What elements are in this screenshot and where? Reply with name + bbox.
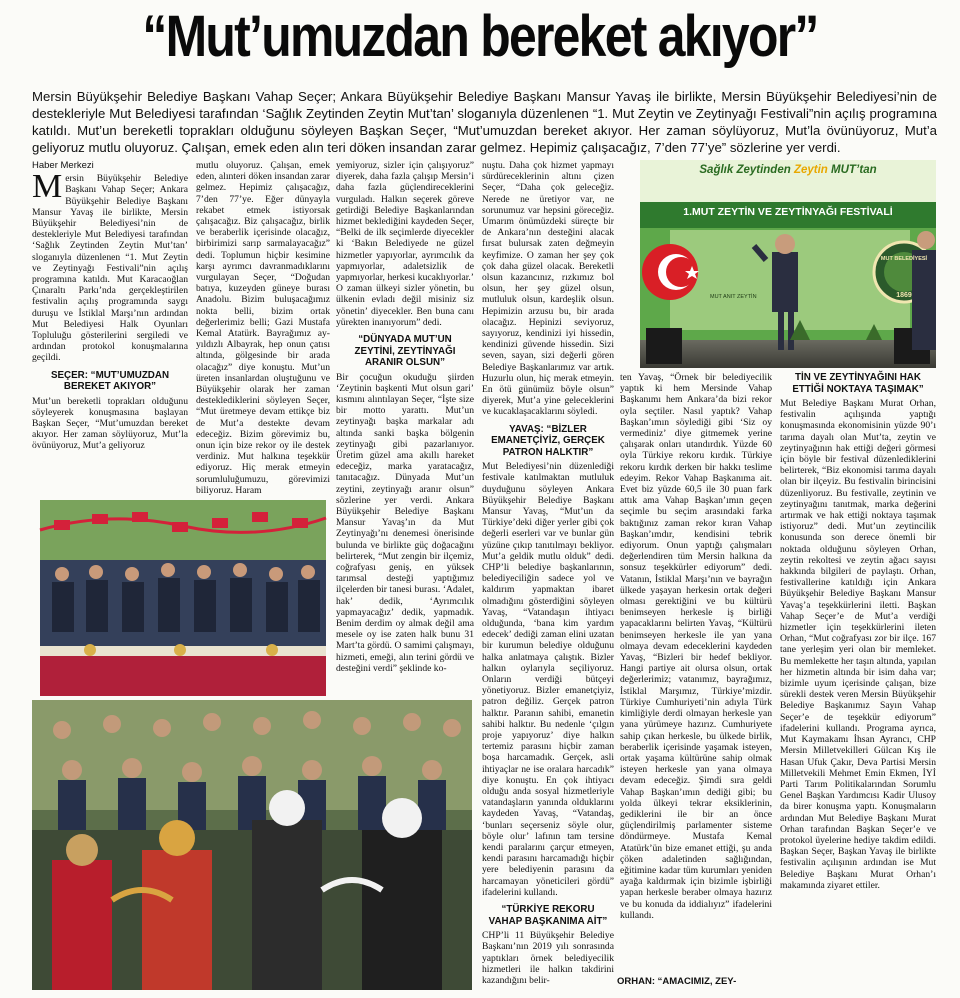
banner-festival-title: 1.MUT ZEYTİN VE ZEYTİNYAĞI FESTİVALİ: [683, 206, 893, 218]
col1-subheading: SEÇER: “MUT’UMUZDAN BEREKET AKIYOR”: [50, 369, 170, 393]
col5-text: ten Yavaş, “Örnek bir belediyecilik yaptık ki hem Mersinde Vahap Başkanımı hem Ankara’da bizi rekor oyla seçtiler. Nasıl yaptık? Vahap Başkan’ımın söylediği gibi ‘Siz oy vermediniz’ diye gitmemek yerine çalışarak onları utandırdık. Yüzde 60 oyla Türkiye rekoru kırdık. Türkiye rekoru kırdık derken bir hakkı teslime edeyim. Rekor Vahap Başkanıma ait. Evet biz yüzde 60,5 ile 30 puan fark attık ama Vahap Başkan’ımın geçen seçimle bu seçim arasındaki farka baktığınız zaman rekor kıran Vahap Başkan’ımdır, kendisini tebrik ediyorum. Onun yaptığı çalışmaları değerlendiren tüm Mersin halkına da sonsuz teşekkürler ediyorum” dedi. Vatanın, İstiklal Marşı’nın ve bayrağın ülkede yaşayan herkesin ortak değeri olması gerektiğini ve bu kültürü benimseyen herkesle iş birliği yapacaklarını belirten Yavaş, “Kültürü benimseyen herkesle ile yan yana olmaya devam edeceklerini kaydeden Yavaş, “Bizleri bir hedef bekliyor. Hangi partiye ait olursa olsun, ortak değerlerimiz; vatanımız, bayrağımız, İstiklal Marşımız, Türkiye’mizdir. Türkiye Cumhuriyeti’nin adıyla Türk kimliğiyle derdi olmayan herkesle yan yana yürümeye hazırız. Cumhuriyete sahip çıkan herkesle, bu ülkede birlik, beraberlik içerisinde yaşamak isteyen, ortak yaşama kültürüne sahip olmak isteyen herkesle yan yana olmaya devam edeceğiz. Şimdi sıra geldi Vahap Başkan’ımın dediği gibi; bu yolda ülkeyi tekrar eksiklerinin, gediklerini ile bir an önce güçlendirilmiş parlamenter sisteme döndürmeye. Mustafa Kemal Atatürk’ün bize emanet ettiği, şu anda çöken adaletinden sağlığından, eğitimine kadar tüm kurumları yeniden ayağa kaldırmak için bizimle işbirliği yapan herkesle beraber olmaya hazırız ve bu konuda da iddialıyız” ifadelerini kullandı.: [620, 372, 772, 921]
protocol-illustration: [40, 500, 326, 696]
article-column-2: [196, 160, 330, 496]
col2-text: mutlu oluyoruz. Çalışan, emek eden, alınteri döken insandan zarar gelmez. Hepimiz çalışacağız, 7’den 77’ye. Eğer dünyayla rekabet etmek istiyorsak çalışacağız. Biz çalışacağız, birlik ve beraberlik içerisinde olacağız, birbirimizi sarıp sarmalayacağız” dedi. Toplumun hiçbir kesimine karşı ayrımcı davranmadıklarını vurgulayan Seçer, “Doğudan batıya, kuzeyden güneye burası Anadolu. Bizim buluşacağımız nokta belli, bizim ortak değerlerimiz belli; Gazi Mustafa Kemal Atatürk. Bayrağımız ay-yıldızlı Albayrak, hep onun çatısı altında, gölgesinde bir arada olacağız” diye konuştu. Mut’un üreten insanlardan oluştuğunu ve Büyükşehir olarak her zaman desteklediklerini söyleyen Seçer, “Mut üretmeye devam ettikçe biz de Mut’a destekte devam edeceğiz. Bizim görevimiz bu, onun için bize rekor oy ile destek verdiniz. Mut halkına teşekkür ediyoruz. Hiç merak etmeyin sorumluluğumuzu, görevimizi biliyoruz. Haram: [196, 160, 330, 496]
protocol-seated-photo: [40, 500, 326, 696]
col4-subheading-1: YAVAŞ: “BİZLER EMANETÇİYİZ, GERÇEK PATRON HALKTIR”: [491, 423, 605, 458]
banner-seal-year: 1869: [896, 292, 912, 299]
slogan-right: MUT’tan: [831, 164, 877, 176]
slogan-mid: Zeytin: [793, 164, 828, 176]
col1-text-2: Mut’un bereketli toprakları olduğunu söyleyerek konuşmasına başlayan Başkan Seçer, “Mut’umuzdan bereket akıyor. Her zaman söylüyoruz, Mut’la övünüyoruz, Mut’a geliyoruz: [32, 395, 188, 452]
article-column-5: [620, 372, 772, 974]
article-column-3: [336, 160, 474, 720]
col5-subheading-start: ORHAN: “AMACIMIZ, ZEY-: [617, 976, 737, 987]
article-column-1: [32, 160, 188, 488]
col4-text-1: nuştu. Daha çok hizmet yapmayı sürdüreceklerinin altını çizen Seçer, “Daha çok geleceğiz. Nerede ne üretiyor var, ne sorunumuz var hepsini göreceğiz. Umarım önümüzdeki süreçte bir de Ankara’nın desteğini alacak fırsat bulursak zaten değmeyin keyfimize. O zaman her şey çok çok daha güzel olacak. Bereketli olsun kazancınız, rızkımız bol olsun, her şey güzel olsun, mutluluk olsun, kardeşlik olsun. Hepimizin arzusu bu, bir arada olacağız. Hepinizi seviyoruz, sayıyoruz, kendinizi iyi hissedin, kendinizi güvende hissedin. Sizi seven, sayan, sizi değerli gören Belediye Başkanlarımız var artık. Huzurlu olun, hiç merak etmeyin. En ötü günümüz böyle olsun” diyerek, Mut’a yine geleceklerini ve kucaklaşacaklarını söyledi.: [482, 160, 614, 418]
slogan-left: Sağlık Zeytinden: [699, 164, 791, 176]
byline: Haber Merkezi: [32, 160, 94, 171]
banner-seal-text: MUT BELEDİYESİ: [880, 256, 928, 262]
col3-text-2: Bir çocuğun okuduğu şiirden ‘Zeytinin başkenti Mut olsun gari’ kısmını alıntılayan Seçer, “İşte size bir motto yarattı. Mut’un zeytinyağı başka markalar adı altında sanki başka bölgenin zeytinyağı gibi pazarlanıyor. Üretim güzel ama akıllı hareket edeceğiz, marka yaratacağız, tanıtacağız. Dünyada Mut’un zeytini, zeytinyağı aranır olsun” sözlerine yer verdi. Ankara Büyükşehir Belediye Başkanı Mansur Yavaş’ın da Mut Zeytinyağı’nı denemesi önerisinde bulunda ve birlikte güç doğacağını belirterek, “Mut zengin bir ilçemiz, coğrafyası geniş, en yüksek tarımsal desteği yaptığımız ilçelerden bir tanesi burası. ‘Adalet, hak’ dedik, ‘Ayrımcılık yapmayacağız’ dedik, yapmadık. Benim derdim oy almak değil ama mesele oy ise zaten halk bunu 31 Mart’ta gördü. O samimi çalışmayı, hizmeti, emeği, alın terini gördü ve desteğini verdi” şeklinde ko-: [336, 371, 474, 674]
col3-subheading: “DÜNYADA MUT’UN ZEYTİNİ, ZEYTİNYAĞI ARANIR OLSUN”: [354, 334, 456, 369]
dance-illustration: [32, 700, 472, 990]
col6-subheading: TİN VE ZEYTİNYAĞINI HAK ETTİĞİ NOKTAYA TAŞIMAK”: [792, 372, 924, 395]
col4-text-2: Mut Belediyesi’nin düzenlediği festivale katılmaktan mutluluk duyduğunu söyleyen Ankara Büyükşehir Belediye Başkanı Mansur Yavaş, “Mut’un da Türkiye’deki diğer yerler gibi çok değerli eserleri var ve bunlar gün yüzüne çıkıp tanıtılmayı bekliyor. Mut’a geldik mutlu olduk” dedi. CHP’li belediye başkanlarının, belediyeciliğin sadece yol ve kaldırım yapmaktan ibaret olmadığını gösterdiğini söyleyen Yavaş, “Vatandaşın ihtiyacı olduğunda, ‘bana kim yardım edecek’ dediği zaman elini uzatan bir kurumun belediye olduğunu halka anlatmaya çalıştık. Bizler halkın oylarıyla seçiliyoruz. Onların verdiği bütçeyi yönetiyoruz. Bizler emanetçiyiz, patron değiliz. Gerçek patron halktır. Paranın sahibi, emanetin sahibi halktır. Bu nedenle ‘çılgın proje yapıyoruz’ diye halkın tertemiz parasını hiçbir zaman boşa harcamadık. Gerçek, asli ihtiyaçlar ne ise oralara harcadık” diye konuştu. En çok ihtiyacı olduğu anda sosyal hizmetleriyle vatandaşların yanında olduklarını kaydeden Yavaş, “Vatandaş, ‘bunları seçerseniz söyle olur, böyle olur’ lafının tam tersine kendi paralarını çarçur etmeyen, kendi parasını harcamadığı hiçbir yere belediyenin parasını da harcamayan yöneticileri gördü” ifadelerini kullandı.: [482, 461, 614, 898]
festival-stage-photo: [640, 160, 936, 368]
article-column-6: [780, 372, 936, 992]
folk-dance-photo: [32, 700, 472, 990]
col3-text-1: yemiyoruz, sizler için çalışıyoruz” diyerek, daha fazla çalışıp Mersin’i daha fazla güçlendireceklerini vurguladı. Halkın seçerek göreve getirdiği Belediye Başkanlarından hizmet beklediğini kaydeden Seçer, “Belki de ilk seçimlerde diyecekler ki ‘Bakın Belediyede ne güzel hizmetler yapıyorlar, ayrımcılık da yapmıyorlar, adaletsizlik de yapmıyorlar, herkesi kucaklıyorlar.’ O zaman ülkeyi sizler yönetin, bu ülkenin evladı değil misiniz siz yönetin’ diyecekler. Ben buna canı yürekten inanıyorum” dedi.: [336, 160, 474, 328]
col4-text-3: CHP’li 11 Büyükşehir Belediye Başkanı’nın 2019 yılı sonrasında yaptıkları örnek belediyecilik hizmetleri ile halkın takdirini kazandığını belir-: [482, 930, 614, 986]
banner-slogan: [640, 164, 936, 176]
banner-small-text: MUT ANIT ZEYTİN: [710, 294, 757, 300]
drop-cap: M: [32, 168, 63, 206]
col6-text: Mut Belediye Başkanı Murat Orhan, festivalin açılışında yaptığı konuşmasında ekonomisinin yüzde 90’ı tarıma dayalı olan Mut’ta, zeytin ve zeytinyağının hak ettiği değeri görmesi için böyle bir festival düzenlediklerini belirterek, “Biz ekonomisi tarıma dayalı olan bir ilçeyiz. Bu festivalin birincisini düzenliyoruz. Bu festivalle, zeytinin ve zeytinyağını tanıtmak, marka değerini artırmak ve hak ettiği noktaya taşımak istiyoruz” dedi. Mut’un zeytincilik konusunda son derece önemli bir noktada olduğunu söyleyen Orhan, zeytin rekoltesi ve zeytin ağacı sayısı hakkında bilgileri de paylaştı. Orhan, festivallerine katıldığı için Ankara Büyükşehir Belediye Başkanı Mansur Yavaş’a teşekkürlerini iletti. Başkan Vahap Seçer’e de Mut’a verdiği hizmetler için teşekkürlerini ileten Orhan, “Mut coğrafyası zor bir ilçe. 167 tane yerleşim yeri olan bir memleket. Bu memlekette her taşın altında, yapılan her hizmetin altında bir isim daha var; bizimle uyum içerisinde çalışan, bize sürekli destek veren Mersin Büyükşehir Belediye Başkanımız Sayın Vahap Seçer’e de teşekkür ediyorum” ifadelerini kullandı. Programa ayrıca, Mut Kaymakamı İhsan Ayrancı, CHP Mersin Milletvekilleri Gülcan Kış ile Hasan Ufuk Çakır, Deva Partisi Mersin Milletvekili Mehmet Emin Ekmen, İYİ Parti Tarım Politikalarından Sorumlu Genel Başkan Yardımcısı Kadir Ulusoy da birer konuşma yaptı. Konuşmaların ardından Mut Belediye Başkanı Murat Orhan tarafından Başkan Seçer’e ve protokol üyelerine hediye takdim edildi. Başkan Seçer, Başkan Yavaş ile birlikte festivalin açılışının ardından ise Mut Belediye Başkanı Murat Orhan’ı makamında ziyaret ettiler.: [780, 398, 936, 891]
col1-text-1: ersin Büyükşehir Belediye Başkanı Vahap Seçer; Ankara Büyükşehir Belediye Başkanı Mansur Yavaş ile birlikte, Mersin Büyükşehir Belediyesi’nin de destekleriyle Mut Belediyesi tarafından ‘Sağlık Zeytinden Zeytin Mut’tan’ sloganıyla düzenlenen “1. Mut Zeytin ve Zeytinyağı Festivali”nin açılış programına katıldı. Mut Karacaoğlan Çınaraltı Parkı’nda gerçekleştirilen festivalin açılış programında saygı duruşu ve İstiklal Marşı’nın ardından Mut Belediyesi Halk Oyunları Topluluğu gösterilerini sergiledi ve ardından protokol konuşmalarına geçildi.: [32, 173, 188, 364]
headline: “Mut’umuzdan bereket akıyor”: [142, 4, 818, 69]
lead-paragraph: Mersin Büyükşehir Belediye Başkanı Vahap Seçer; Ankara Büyükşehir Belediye Başkanı Mansur Yavaş ile birlikte, Mersin Büyükşehir Belediyesi’nin de destekleriyle Mut Belediyesi tarafından ‘Sağlık Zeytinden Zeytin Mut’tan’ sloganıyla düzenlenen “1. Mut Zeytin ve Zeytinyağı Festivali”nin açılış programına katıldı. Mut’un bereketli toprakları olduğunu söyleyen Başkan Seçer, “Mut’umuzdan bereket akıyor. Her zaman söylüyoruz, Mut’la övünüyoruz, Mut’a geliyoruz mutlu oluyoruz. Çalışan, emek eden alın teri döken insandan zarar gelmez. Hepimiz çalışacağız, 7’den 77’ye” sözlerine yer verdi.: [32, 89, 937, 155]
col4-subheading-2: “TÜRKİYE REKORU VAHAP BAŞKANIMA AİT”: [488, 904, 608, 927]
article-column-4: [482, 160, 614, 990]
stage-illustration: [640, 160, 936, 368]
